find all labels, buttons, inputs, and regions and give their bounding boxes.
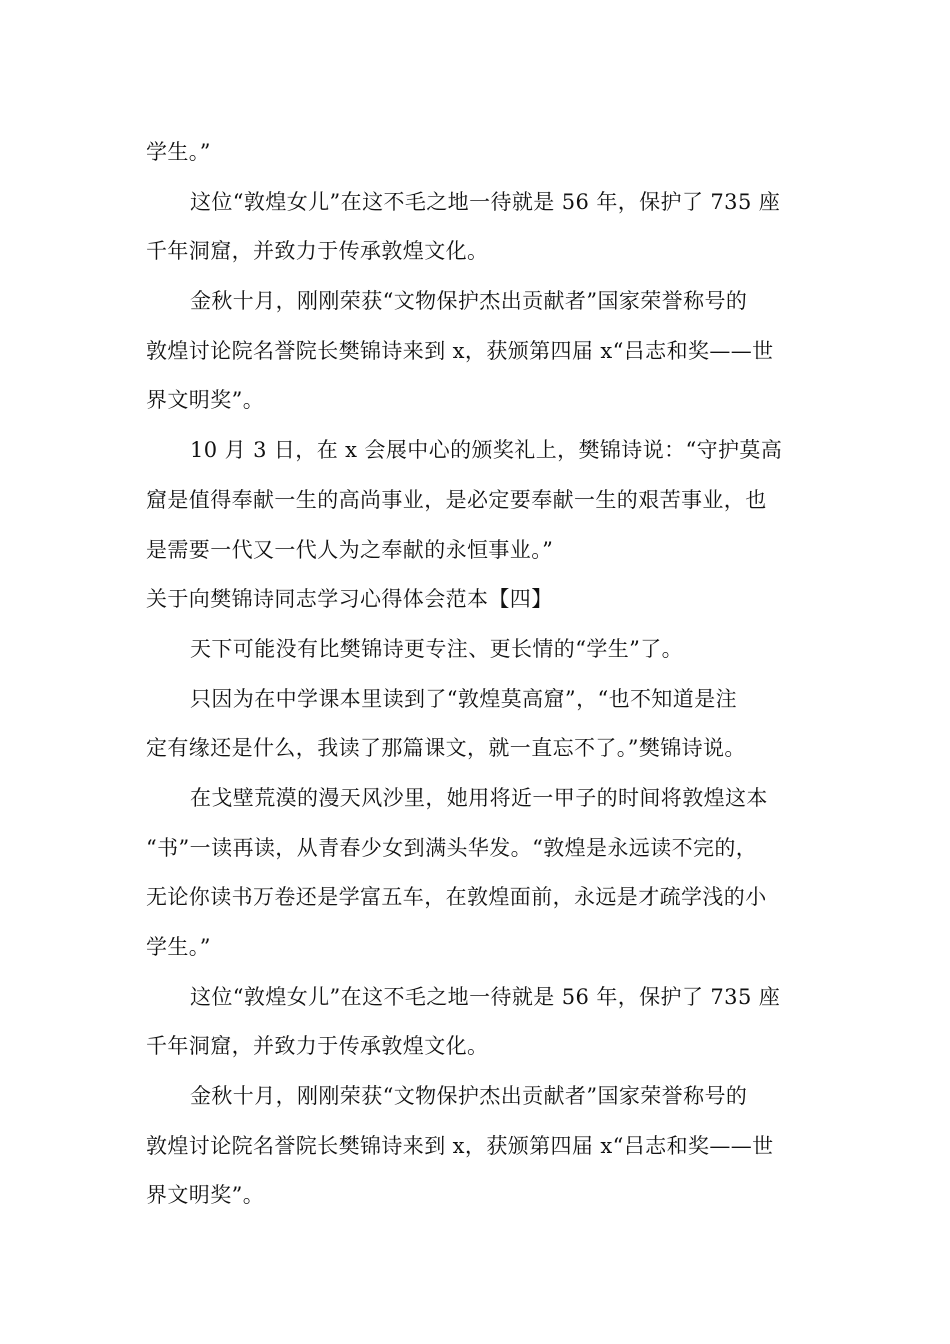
text-line: 在戈壁荒漠的漫天风沙里，她用将近一甲子的时间将敦煌这本: [190, 785, 768, 810]
text-line: 千年洞窟，并致力于传承敦煌文化。: [146, 239, 489, 264]
text-line: 10 月 3 日，在 x 会展中心的颁奖礼上，樊锦诗说：“守护莫高: [190, 438, 783, 463]
text-line: 是需要一代又一代人为之奉献的永恒事业。”: [146, 537, 554, 562]
text-line: 这位“敦煌女儿”在这不毛之地一待就是 56 年，保护了 735 座: [190, 189, 781, 214]
text-line: 学生。”: [146, 935, 211, 959]
text-line: 界文明奖”。: [146, 1183, 265, 1208]
text-line: 金秋十月，刚刚荣获“文物保护杰出贡献者”国家荣誉称号的: [190, 289, 748, 314]
text-line: 定有缘还是什么，我读了那篇课文，就一直忘不了。”樊锦诗说。: [146, 736, 746, 761]
text-line: 金秋十月，刚刚荣获“文物保护杰出贡献者”国家荣誉称号的: [190, 1084, 748, 1109]
text-line: 敦煌讨论院名誉院长樊锦诗来到 x，获颁第四届 x“吕志和奖——世: [146, 338, 774, 363]
text-line: 敦煌讨论院名誉院长樊锦诗来到 x，获颁第四届 x“吕志和奖——世: [146, 1133, 774, 1158]
text-line: 学生。”: [146, 140, 211, 164]
text-line: 无论你读书万卷还是学富五车，在敦煌面前，永远是才疏学浅的小: [146, 885, 767, 910]
text-line: 只因为在中学课本里读到了“敦煌莫高窟”，“也不知道是注: [190, 686, 738, 711]
text-line: 界文明奖”。: [146, 388, 265, 413]
text-line: 这位“敦煌女儿”在这不毛之地一待就是 56 年，保护了 735 座: [190, 984, 781, 1009]
document-body: [146, 128, 810, 1221]
text-line: “书”一读再读，从青春少女到满头华发。“敦煌是永远读不完的，: [146, 835, 758, 860]
text-line: 窟是值得奉献一生的高尚事业，是必定要奉献一生的艰苦事业，也: [146, 487, 767, 512]
section-heading: 关于向樊锦诗同志学习心得体会范本【四】: [146, 587, 553, 612]
text-line: 天下可能没有比樊锦诗更专注、更长情的“学生”了。: [190, 636, 684, 661]
text-line: 千年洞窟，并致力于传承敦煌文化。: [146, 1034, 489, 1059]
